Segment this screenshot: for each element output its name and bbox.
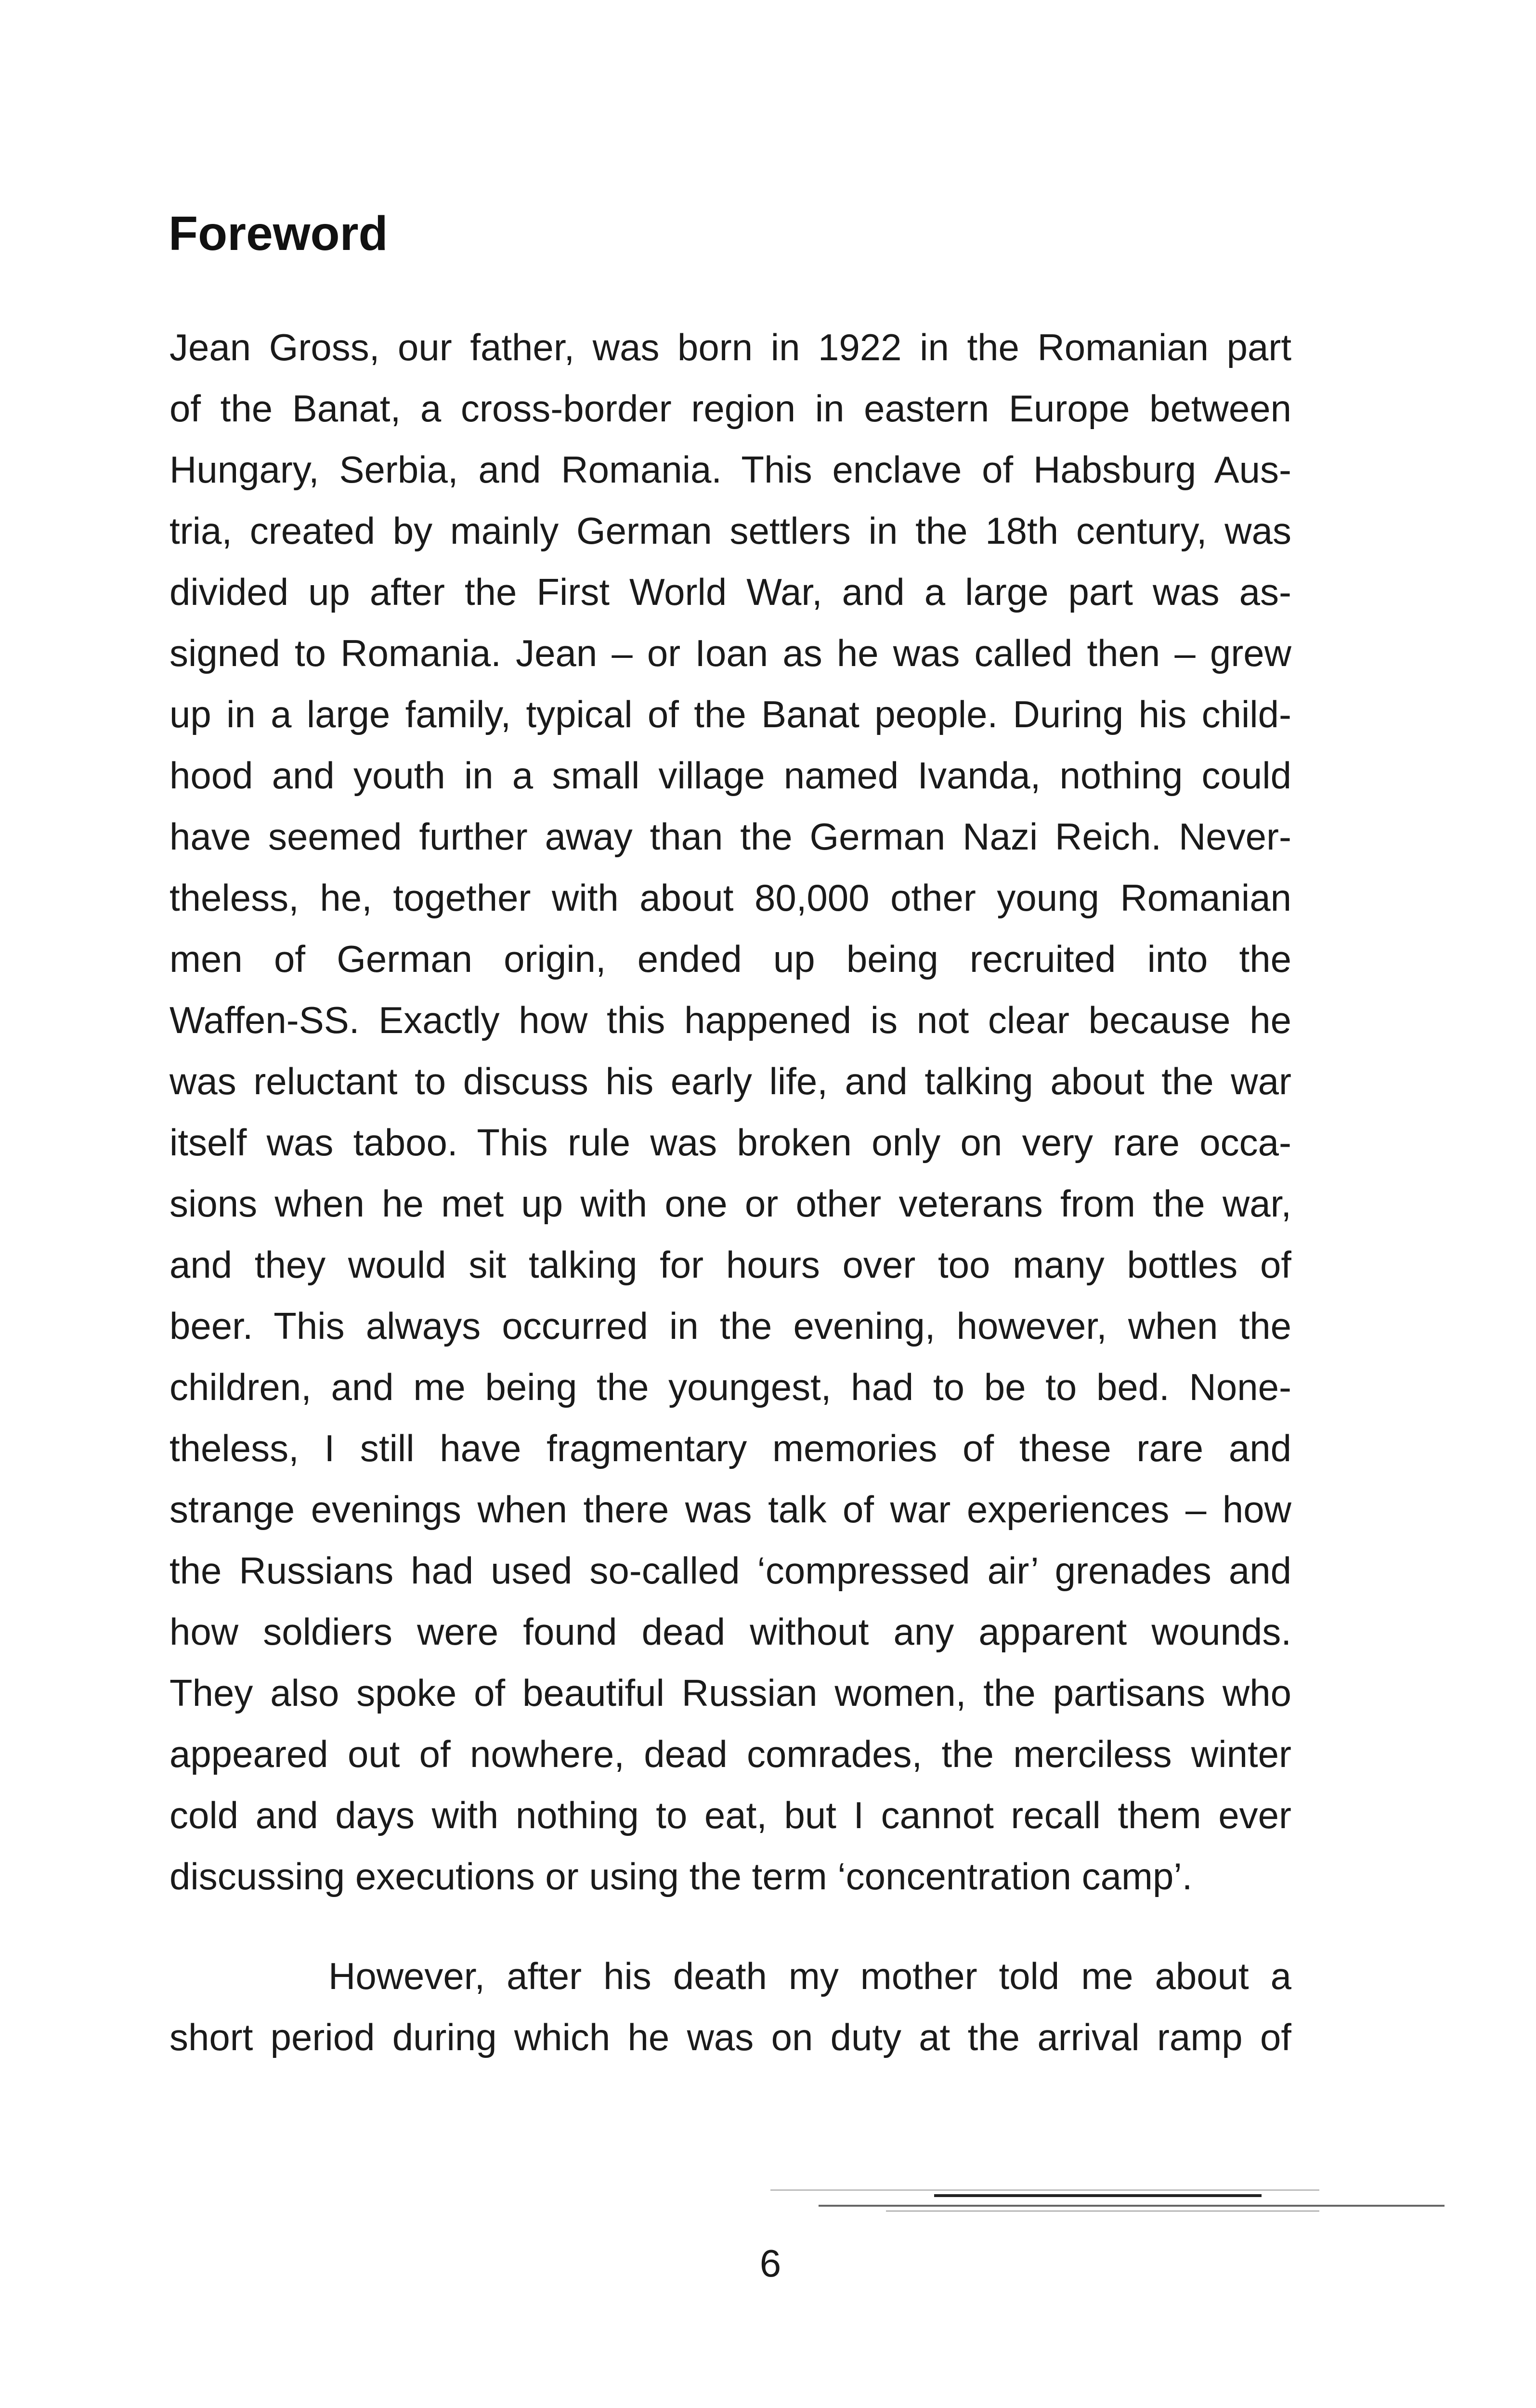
text-line: and they would sit talking for hours over too many bottles of xyxy=(169,1243,1291,1286)
text-line: tria, created by mainly German settlers in the 18th century, was xyxy=(169,510,1291,552)
text-line: beer. This always occurred in the evening, however, when the xyxy=(169,1305,1291,1347)
text-line: theless, I still have fragmentary memories of these rare and xyxy=(169,1427,1291,1469)
text-line: Jean Gross, our father, was born in 1922 in the Romanian part xyxy=(169,326,1291,368)
text-line: men of German origin, ended up being recruited into the xyxy=(169,938,1291,980)
text-line: of the Banat, a cross-border region in eastern Europe between xyxy=(169,387,1291,430)
text-line: sions when he met up with one or other veterans from the war, xyxy=(169,1182,1291,1225)
text-line: strange evenings when there was talk of war experiences – how xyxy=(169,1488,1291,1531)
page-number: 6 xyxy=(759,2242,781,2285)
text-line: However, after his death my mother told me about a xyxy=(328,1955,1291,1997)
footer-rule xyxy=(934,2194,1262,2197)
text-line: cold and days with nothing to eat, but I cannot recall them ever xyxy=(169,1794,1291,1836)
text-line: have seemed further away than the German Nazi Reich. Never- xyxy=(169,815,1291,858)
text-line: children, and me being the youngest, had to be to bed. None- xyxy=(169,1366,1291,1408)
text-line: appeared out of nowhere, dead comrades, the merciless winter xyxy=(169,1733,1291,1775)
text-line: up in a large family, typical of the Banat people. During his child- xyxy=(169,693,1291,735)
footer-rule xyxy=(886,2211,1319,2212)
text-line: was reluctant to discuss his early life, and talking about the war xyxy=(169,1060,1291,1102)
text-line: divided up after the First World War, and a large part was as- xyxy=(169,571,1291,613)
text-line: short period during which he was on duty at the arrival ramp of xyxy=(169,2016,1291,2058)
text-line: discussing executions or using the term ‘concentration camp’. xyxy=(169,1855,1193,1898)
text-line: how soldiers were found dead without any apparent wounds. xyxy=(169,1610,1291,1653)
footer-rule xyxy=(770,2189,1319,2191)
footer-rule xyxy=(819,2205,1445,2207)
text-line: Hungary, Serbia, and Romania. This enclave of Habsburg Aus- xyxy=(169,448,1291,491)
text-line: theless, he, together with about 80,000 other young Romanian xyxy=(169,877,1291,919)
text-line: itself was taboo. This rule was broken only on very rare occa- xyxy=(169,1121,1291,1164)
text-line: hood and youth in a small village named Ivanda, nothing could xyxy=(169,754,1291,797)
paragraph-1 xyxy=(169,317,1291,1907)
paragraph-2 xyxy=(169,1946,1291,2068)
text-line: Waffen-SS. Exactly how this happened is not clear because he xyxy=(169,999,1291,1041)
chapter-heading: Foreword xyxy=(169,207,388,261)
text-line: the Russians had used so-called ‘compressed air’ grenades and xyxy=(169,1549,1291,1592)
text-line: signed to Romania. Jean – or Ioan as he was called then – grew xyxy=(169,632,1291,674)
text-line: They also spoke of beautiful Russian women, the partisans who xyxy=(169,1672,1291,1714)
